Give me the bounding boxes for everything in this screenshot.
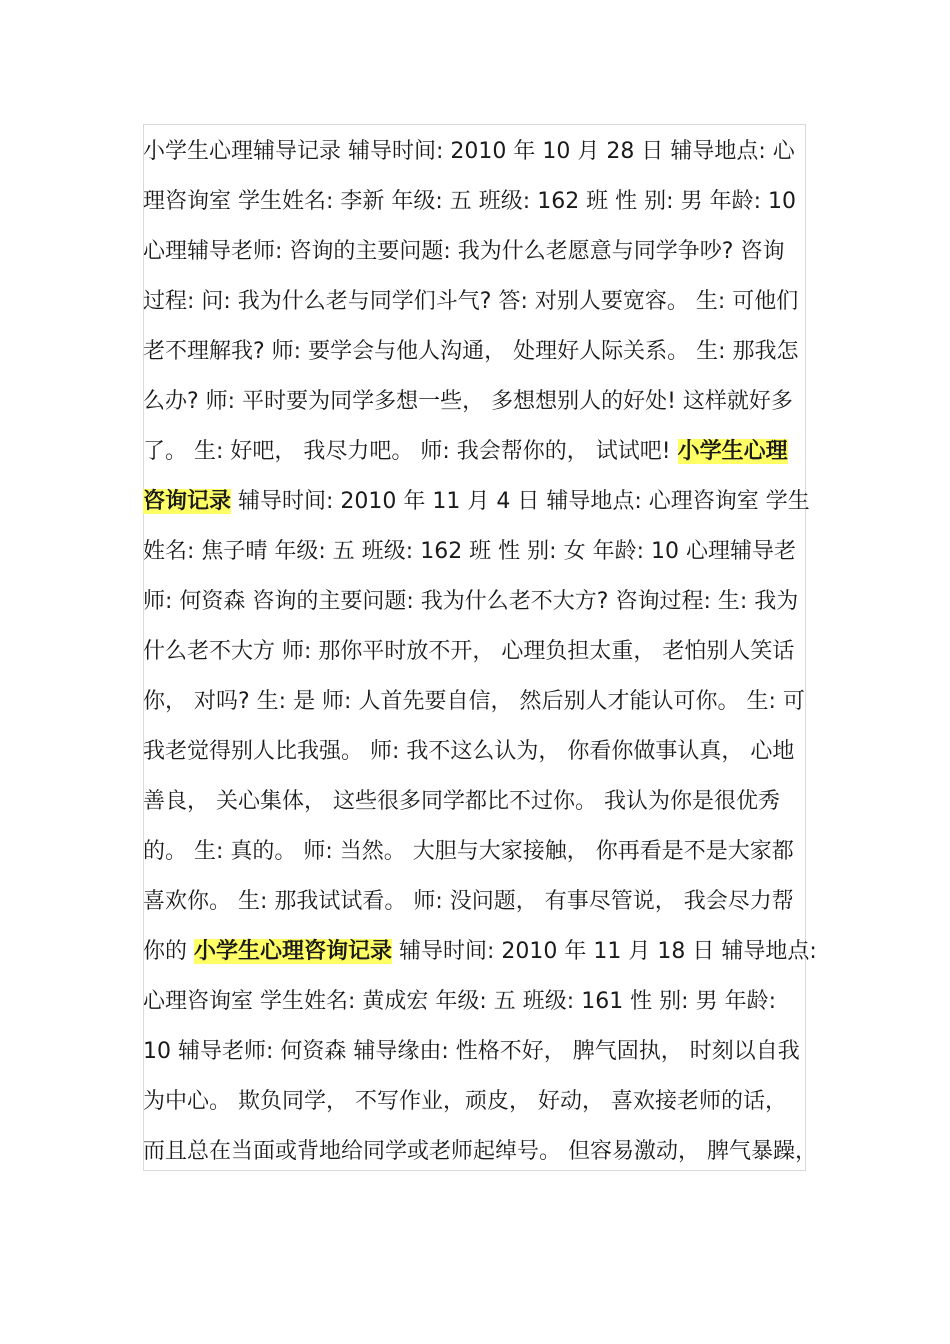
text-line: 我老觉得别人比我强。 师: 我不这么认为， 你看你做事认真， 心地 <box>143 739 795 764</box>
text-line: 理咨询室 学生姓名: 李新 年级: 五 班级: 162 班 性 别: 男 年龄: 10 <box>143 189 796 214</box>
text-line: 你， 对吗? 生: 是 师: 人首先要自信， 然后别人才能认可你。 生: 可 <box>143 689 805 714</box>
text-line: 喜欢你。 生: 那我试试看。 师: 没问题， 有事尽管说， 我会尽力帮 <box>143 889 794 914</box>
text-line: 善良， 关心集体， 这些很多同学都比不过你。 我认为你是很优秀 <box>143 789 780 814</box>
text-segment: 你的 <box>143 939 194 964</box>
text-line <box>143 486 810 518</box>
text-line: 为中心。 欺负同学， 不写作业，顽皮， 好动， 喜欢接老师的话， <box>143 1089 787 1114</box>
text-segment: 辅导时间: 2010 年 11 月 4 日 辅导地点: 心理咨询室 学生 <box>231 489 810 514</box>
text-line <box>143 436 788 468</box>
text-line: 师: 何资森 咨询的主要问题: 我为什么老不大方? 咨询过程: 生: 我为 <box>143 589 799 614</box>
text-line: 的。 生: 真的。 师: 当然。 大胆与大家接触， 你再看是不是大家都 <box>143 839 794 864</box>
text-line: 什么老不大方 师: 那你平时放不开， 心理负担太重， 老怕别人笑话 <box>143 639 795 664</box>
text-line: 么办? 师: 平时要为同学多想一些， 多想想别人的好处! 这样就好多 <box>143 389 793 414</box>
text-line: 小学生心理辅导记录 辅导时间: 2010 年 10 月 28 日 辅导地点: 心 <box>143 139 795 164</box>
text-line: 过程: 问: 我为什么老与同学们斗气? 答: 对别人要宽容。 生: 可他们 <box>143 289 799 314</box>
highlighted-keyword: 小学生心理咨询记录 <box>194 939 393 964</box>
text-line: 老不理解我? 师: 要学会与他人沟通， 处理好人际关系。 生: 那我怎 <box>143 339 799 364</box>
text-segment: 辅导时间: 2010 年 11 月 18 日 辅导地点: <box>392 939 817 964</box>
text-line: 心理咨询室 学生姓名: 黄成宏 年级: 五 班级: 161 性 别: 男 年龄: <box>143 989 776 1014</box>
highlighted-keyword: 咨询记录 <box>143 489 232 514</box>
text-line: 姓名: 焦子晴 年级: 五 班级: 162 班 性 别: 女 年龄: 10 心理辅导老 <box>143 539 796 564</box>
text-segment: 了。 生: 好吧， 我尽力吧。 师: 我会帮你的， 试试吧! <box>143 439 678 464</box>
text-line: 10 辅导老师: 何资森 辅导缘由: 性格不好， 脾气固执， 时刻以自我 <box>143 1039 800 1064</box>
highlighted-keyword: 小学生心理 <box>677 439 788 464</box>
text-line: 心理辅导老师: 咨询的主要问题: 我为什么老愿意与同学争吵? 咨询 <box>143 239 785 264</box>
text-line <box>143 936 817 968</box>
text-line: 而且总在当面或背地给同学或老师起绰号。 但容易激动， 脾气暴躁， <box>143 1139 817 1164</box>
